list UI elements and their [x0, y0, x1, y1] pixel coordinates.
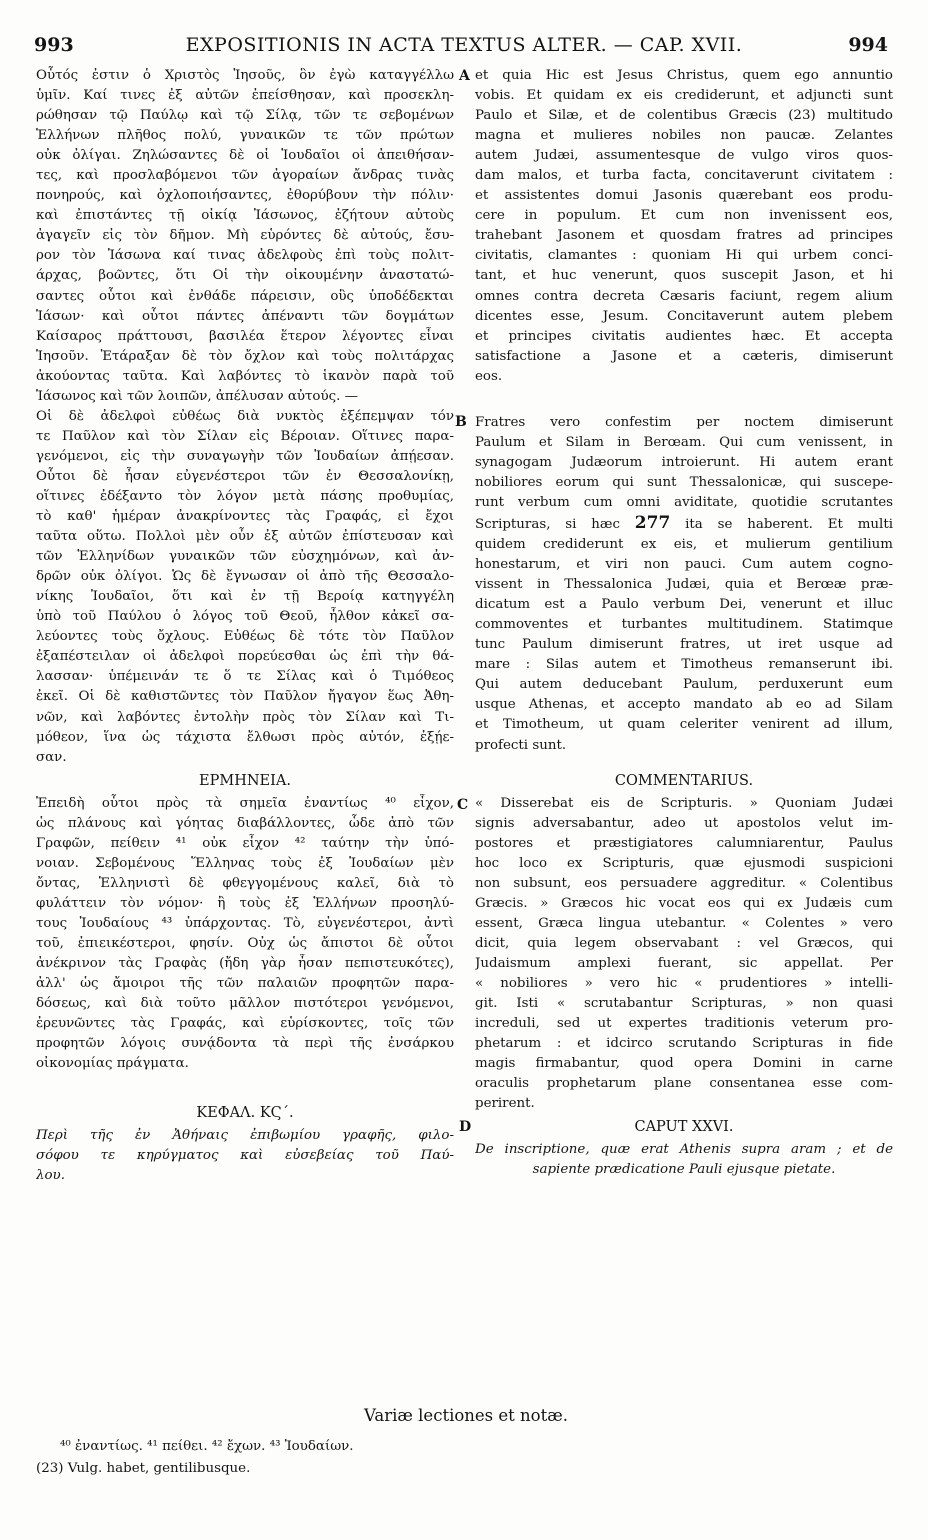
kephal-summary [36, 1126, 454, 1186]
text-line: Καίσαρος πράττουσι, βασιλέα ἕτερον λέγοντες εἶναι [36, 328, 454, 344]
caput-summary [475, 1140, 893, 1180]
text-line: Paulum et Silam in Berœam. Qui cum venissent, in [475, 434, 893, 450]
text-line: et quia Hic est Jesus Christus, quem ego annuntio [475, 68, 893, 83]
text-line: vobis. Et quidam ex eis crediderunt, et adjuncti sunt [475, 88, 893, 104]
text-line: μόθεον, ἵνα ὡς τάχιστα ἔλθωσι πρὸς αὐτόν, ἐξῄε- [36, 729, 454, 745]
margin-marker-a: A [459, 68, 470, 84]
margin-marker-d: D [459, 1119, 472, 1135]
text-line: tant, et huc venerunt, quos suscepit Jason, et hi [475, 268, 893, 284]
text-line: increduli, sed ut expertes traditionis veterum pro- [475, 1016, 893, 1032]
text-line: autem Judæi, assumentesque de vulgo viros quos- [475, 148, 893, 164]
text-line: vissent in Thessalonica Judæi, quia et Berœæ præ- [475, 577, 893, 593]
text-line: et assistentes domui Jasonis quærebant eos produ- [475, 188, 893, 204]
text-line: ὄντας, Ἑλληνιστὶ δὲ φθεγγομένους καλεῖ, διὰ τὸ [36, 875, 454, 891]
text-fragment: ita se haberent. Et multi [685, 516, 893, 532]
text-line: οὐκ ὀλίγαι. Ζηλώσαντες δὲ οἱ Ἰουδαῖοι οἱ ἀπειθήσαν- [36, 148, 454, 164]
text-line: dicatum est a Paulo verbum Dei, venerunt et illuc [475, 597, 893, 613]
text-line: ρώθησαν τῷ Παύλῳ καὶ τῷ Σίλᾳ, τῶν τε σεβομένων [36, 108, 454, 124]
margin-marker-b: B [455, 414, 467, 430]
text-line: ἐρευνῶντες τὰς Γραφάς, καὶ εὑρίσκοντες, τοῖς τῶν [36, 1016, 454, 1032]
text-line: omnes contra decreta Cæsaris faciunt, regem alium [475, 288, 893, 304]
text-line: νίκης Ἰουδαῖοι, ὅτι καὶ ἐν τῇ Βεροίᾳ κατηγγέλη [36, 589, 454, 605]
text-line: eos. [475, 368, 503, 384]
text-line: προφητῶν λόγοις συνᾴδοντα τὰ περὶ τῆς ἐνσάρκου [36, 1036, 454, 1052]
text-line: ἀγαγεῖν εἰς τὸν δῆμον. Μὴ εὑρόντες δὲ αὐτούς, ἔσυ- [36, 228, 454, 244]
text-line: « nobiliores » vero hic « prudentiores » intelli- [475, 975, 893, 991]
text-line: ἀκούοντας ταῦτα. Καὶ λαβόντες τὸ ἱκανὸν παρὰ τοῦ [36, 368, 454, 384]
summary-line: Περὶ τῆς ἐν Ἀθήναις ἐπιβωμίου γραφῆς, φιλο- [36, 1128, 454, 1144]
summary-line: De inscriptione, quæ erat Athenis supra aram ; et de [475, 1142, 893, 1158]
text-line: phetarum : et idcirco scrutando Scripturas in fide [475, 1036, 893, 1052]
text-line: καὶ ἐπιστάντες τῇ οἰκίᾳ Ἰάσωνος, ἐζήτουν αὐτοὺς [36, 208, 454, 224]
text-line: Ἐπειδὴ οὗτοι πρὸς τὰ σημεῖα ἐναντίως ⁴⁰ εἶχον, [36, 795, 454, 811]
greek-text-block-2 [36, 407, 454, 768]
text-line: signis adversabantur, adeo ut apostolos velut im- [475, 815, 893, 831]
text-line: postores et præstigiatores calumniarentur, Paulus [475, 835, 893, 851]
running-title: EXPOSITIONIS IN ACTA TEXTUS ALTER. — CAP. XVII. [185, 34, 743, 56]
text-line: σαν. [36, 749, 67, 765]
kephal-heading: ΚΕΦΑΛ. ΚϚ΄. [196, 1105, 294, 1122]
greek-variant-notes: ⁴⁰ ἐναντίως. ⁴¹ πείθει. ⁴² ἔχων. ⁴³ Ἰουδαίων. [60, 1439, 354, 1454]
caput-heading: CAPUT XXVI. [634, 1119, 734, 1136]
text-line: hoc loco ex Scripturis, quæ ejusmodi suspicioni [475, 855, 893, 871]
latin-text-block-2 [475, 413, 893, 756]
text-line: ταῦτα οὕτω. Πολλοὶ μὲν οὖν ἐξ αὐτῶν ἐπίστευσαν καὶ [36, 529, 454, 545]
text-line: cere in populum. Et cum non invenissent eos, [475, 208, 893, 224]
text-line: profecti sunt. [475, 737, 567, 753]
text-line: Οἱ δὲ ἀδελφοὶ εὐθέως διὰ νυκτὸς ἐξέπεμψαν τόν [36, 408, 454, 424]
column-number: 277 [634, 512, 671, 533]
text-line: honestarum, et viri non pauci. Cum autem cogno- [475, 557, 893, 573]
text-line: τους Ἰουδαίους ⁴³ ὑπάρχοντας. Τὸ, εὐγενέστεροι, ἀντὶ [36, 915, 454, 931]
text-line: δρῶν οὐκ ὀλίγοι. Ὡς δὲ ἔγνωσαν οἱ ἀπὸ τῆς Θεσσαλο- [36, 569, 454, 585]
text-line: Ἰάσων· καὶ οὗτοι πάντες ἀπέναντι τῶν δογμάτων [36, 308, 454, 324]
text-line: oraculis prophetarum plane consentanea esse com- [475, 1076, 893, 1092]
text-line: nobiliores eorum qui sunt Thessalonicæ, qui suscepe- [475, 474, 893, 490]
text-line: οἰκονομίας πράγματα. [36, 1056, 189, 1072]
text-line: Ἰάσωνος καὶ τῶν λοιπῶν, ἀπέλυσαν αὐτούς. — [36, 388, 359, 404]
text-line: trahebant Jasonem et quosdam fratres ad principes [475, 228, 893, 244]
text-line: τοῦ, ἐπιεικέστεροι, φησίν. Οὐχ ὡς ἄπιστοι δὲ οὗτοι [36, 935, 454, 951]
text-line: ἀλλ' ὡς ἄμοιροι τῆς τῶν παλαιῶν προφητῶν παρα- [36, 976, 454, 992]
margin-marker-c: C [457, 797, 469, 813]
summary-line: λου. [36, 1168, 65, 1184]
text-line: dicentes esse, Jesum. Concitaverunt autem plebem [475, 308, 893, 324]
greek-column [36, 66, 454, 1186]
text-line: τῶν Ἑλληνίδων γυναικῶν τῶν εὐσχημόνων, καὶ ἀν- [36, 549, 454, 565]
text-line: Græcis. » Græcos hic vocat eos qui ex Judæis cum [475, 895, 893, 911]
text-line: perirent. [475, 1096, 535, 1112]
text-line: usque Athenas, et accepto mandato ab eo ad Silam [475, 697, 893, 713]
text-line: dicit, quia legem observabant : vel Græcos, qui [475, 935, 893, 951]
text-line: Paulo et Silæ, et de colentibus Græcis (23) multitudo [475, 108, 893, 124]
text-line: άρχας, βοῶντες, ὅτι Οἱ τὴν οἰκουμένην ἀναστατώ- [36, 268, 454, 284]
spacer [475, 387, 893, 413]
text-line: τες, καὶ προσλαβόμενοι τῶν ἀγοραίων ἄνδρας τινὰς [36, 168, 454, 184]
text-line: runt verbum cum omni aviditate, quotidie scrutantes [475, 494, 893, 510]
text-line: νοιαν. Σεβομένους Ἕλληνας τοὺς ἐξ Ἰουδαίων μὲν [36, 855, 454, 871]
hermeneia-heading: ΕΡΜΗΝΕΙΑ. [199, 772, 291, 789]
text-line: ἐξαπέστειλαν οἱ ἀδελφοὶ πορεύεσθαι ὡς ἐπὶ τὴν θά- [36, 649, 454, 665]
text-line: non subsunt, eos persuadere aggreditur. « Colentibus [475, 875, 893, 891]
text-line: Γραφῶν, πείθειν ⁴¹ οὐκ εἶχον ⁴² ταύτην τὴν ὑπό- [36, 835, 454, 851]
text-line: git. Isti « scrutabantur Scripturas, » non quasi [475, 996, 893, 1012]
text-line: magis firmabantur, quod opera Domini in carne [475, 1056, 893, 1072]
text-line: λασσαν· ὑπέμεινάν τε ὅ τε Σίλας καὶ ὁ Τιμόθεος [36, 669, 454, 685]
greek-commentary-block [36, 794, 454, 1075]
spacer [36, 1074, 454, 1100]
notes-heading: Variæ lectiones et notæ. [364, 1406, 568, 1425]
text-line: φυλάττειν τὸν νόμον· ἢ τοὺς ἐξ Ἑλλήνων προσηλύ- [36, 895, 454, 911]
text-line: Οὗτός ἐστιν ὁ Χριστὸς Ἰησοῦς, ὃν ἐγὼ καταγγέλλω [36, 68, 454, 83]
text-line: commoventes et turbantes multitudinem. Statimque [475, 617, 893, 633]
summary-line: σόφου τε κηρύγματος καὶ εὐσεβείας τοῦ Παύ- [36, 1148, 454, 1164]
text-line: ἐκεῖ. Οἱ δὲ καθιστῶντες τὸν Παῦλον ἤγαγον ἕως Ἀθη- [36, 689, 454, 705]
text-line: ἀνέκρινον τὰς Γραφὰς (ἤδη γὰρ ἦσαν πεπιστευκότες), [36, 956, 454, 972]
text-line: ὑμῖν. Καί τινες ἐξ αὐτῶν ἐπείσθησαν, καὶ προσεκλη- [36, 88, 454, 104]
latin-column [475, 66, 893, 1180]
text-line: γενόμενοι, εἰς τὴν συναγωγὴν τῶν Ἰουδαίων ἀπῄεσαν. [36, 448, 454, 464]
text-line: « Disserebat eis de Scripturis. » Quoniam Judæi [475, 795, 893, 811]
text-line: dam malos, et turba facta, concitaverunt civitatem : [475, 168, 893, 184]
text-fragment: Scripturas, si hæc [475, 516, 620, 532]
text-line-with-column-number [475, 513, 893, 535]
text-line: Ἰησοῦν. Ἐτάραξαν δὲ τὸν ὄχλον καὶ τοὺς πολιτάρχας [36, 348, 454, 364]
text-line: λεύοντες τοὺς ὄχλους. Εὐθέως δὲ τότε τὸν Παῦλον [36, 629, 454, 645]
text-line: οἵτινες ἐδέξαντο τὸν λόγον μετὰ πάσης προθυμίας, [36, 488, 454, 504]
text-line: ὑπὸ τοῦ Παύλου ὁ λόγος τοῦ Θεοῦ, ἦλθον κἀκεῖ σα- [36, 609, 454, 625]
text-line: et Timotheum, ut quam celeriter venirent ad illum, [475, 717, 893, 733]
text-line: Fratres vero confestim per noctem dimiserunt [475, 414, 893, 430]
text-line: νῶν, καὶ λαβόντες ἐντολὴν πρὸς τὸν Σίλαν καὶ Τι- [36, 709, 454, 725]
text-line: synagogam Judæorum introierunt. Hi autem erant [475, 454, 893, 470]
latin-commentary-block [475, 794, 893, 1115]
greek-text-block-1 [36, 66, 454, 407]
text-line: tunc Paulum dimiserunt fratres, ut iret usque ad [475, 637, 893, 653]
text-line: τὸ καθ' ἡμέραν ἀνακρίνοντες τὰς Γραφάς, εἰ ἔχοι [36, 509, 454, 525]
variant-readings [36, 1404, 896, 1480]
text-line: Οὗτοι δὲ ἦσαν εὐγενέστεροι τῶν ἐν Θεσσαλονίκῃ, [36, 468, 454, 484]
text-line: mare : Silas autem et Timotheus remanserunt ibi. [475, 657, 893, 673]
text-line: Ἑλλήνων πλῆθος πολύ, γυναικῶν τε τῶν πρώτων [36, 128, 454, 144]
spacer [475, 756, 893, 768]
text-line: essent, Græca lingua utebantur. « Colentes » vero [475, 915, 893, 931]
latin-footnote: (23) Vulg. habet, gentilibusque. [36, 1461, 251, 1476]
text-line: Judaismum amplexi fuerant, sic appellat. Per [475, 955, 893, 971]
commentarius-heading: COMMENTARIUS. [614, 772, 754, 789]
running-header [20, 30, 908, 60]
latin-text-block-1 [475, 66, 893, 387]
text-line: magna et mulieres nobiles non paucæ. Zelantes [475, 128, 893, 144]
left-page-number: 993 [34, 34, 74, 56]
right-page-number: 994 [848, 34, 888, 56]
summary-line: sapiente prædicatione Pauli ejusque pietate. [532, 1162, 836, 1178]
text-line: δόσεως, καὶ διὰ τοῦτο μᾶλλον πιστότεροι γενόμενοι, [36, 996, 454, 1012]
text-line: ὡς πλάνους καὶ γόητας διαβάλλοντες, ὧδε ἀπὸ τῶν [36, 815, 454, 831]
text-line: πονηρούς, καὶ ὀχλοποιήσαντες, ἐθορύβουν τὴν πόλιν· [36, 188, 454, 204]
text-line: satisfactione a Jasone et a cæteris, dimiserunt [475, 348, 893, 364]
text-line: et principes civitatis audientes hæc. Et accepta [475, 328, 893, 344]
text-line: σαντες οὗτοι καὶ ἐνθάδε πάρεισιν, οὓς ὑποδέδεκται [36, 288, 454, 304]
text-line: quidem crediderunt ex eis, et mulierum gentilium [475, 537, 893, 553]
text-line: Qui autem deducebant Paulum, perduxerunt eum [475, 677, 893, 693]
text-line: civitatis, clamantes : quoniam Hi qui urbem conci- [475, 248, 893, 264]
text-line: τε Παῦλον καὶ τὸν Σίλαν εἰς Βέροιαν. Οἵτινες παρα- [36, 428, 454, 444]
text-line: ρον τὸν Ἰάσωνα καί τινας ἀδελφοὺς ἐπὶ τοὺς πολιτ- [36, 248, 454, 264]
